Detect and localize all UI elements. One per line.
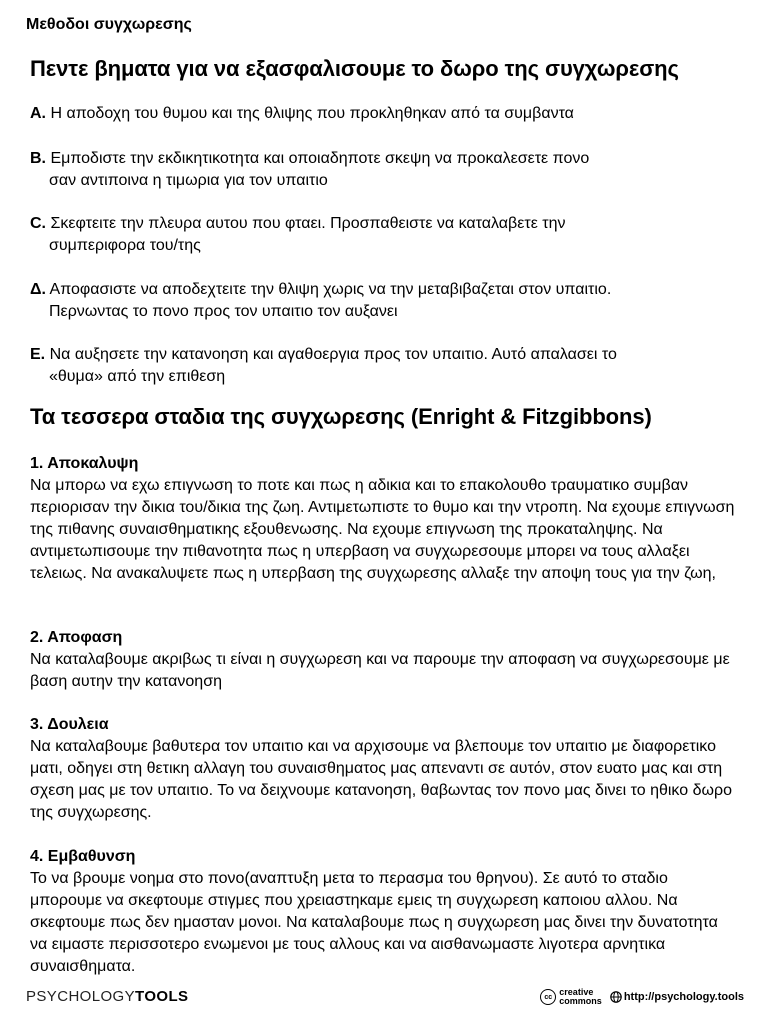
logo-text-bold: TOOLS [135, 988, 189, 1005]
step-text: Να αυξησετε την κατανοηση και αγαθοεργια προς τον υπαιτιο. Αυτό απαλασει το [49, 346, 617, 363]
logo-text-light: PSYCHOLOGY [26, 988, 136, 1005]
step-text-continued: συμπεριφορα του/της [49, 237, 201, 254]
step-text-continued: «θυμα» από την επιθεση [49, 368, 226, 385]
step-text: Εμποδιστε την εκδικητικοτητα και οποιαδηποτε σκεψη να προκαλεσετε πονο [50, 150, 590, 167]
step-letter: C. [30, 215, 46, 232]
cc-line2: commons [559, 996, 602, 1006]
step-letter: Δ. [30, 281, 46, 298]
section-title-five-steps: Πεντε βηματα για να εξασφαλισουμε το δωρο της συγχωρεσης [30, 56, 679, 81]
stage-title: 2. Αποφαση [30, 629, 123, 646]
step-text: Σκεφτειτε την πλευρα αυτου που φταει. Προσπαθειστε να καταλαβετε την [50, 215, 566, 232]
step-letter: E. [30, 346, 46, 363]
step-e [30, 344, 738, 388]
creative-commons-badge [540, 988, 602, 1006]
stage-title: 3. Δουλεια [30, 716, 109, 733]
globe-icon [610, 991, 622, 1003]
step-text: Η αποδοχη του θυμου και της θλιψης που προκληθηκαν από τα συμβαντα [50, 105, 574, 122]
cc-line1: creative [559, 987, 594, 997]
step-a [30, 103, 738, 125]
stage-text: Το να βρουμε νοημα στο πονο(αναπτυξη μετα το περασμα του θρηνου). Σε αυτό το σταδιο μπορουμε να σκεφτουμε στιγμες που χρειαστηκαμε εμεις τη συγχωρεση καποιου αλλου. Να σκεφτουμε πως δεν ημασταν μονοι. Να καταλαβουμε πως η συγχωρεση μας δινει την δυνατοτητα να ειμαστε περισσοτερο ενωμενοι με τους αλλους και να αισθανωμαστε λιγοτερα αρνητικα συναισθηματα. [30, 870, 718, 975]
website-link[interactable]: http://psychology.tools [623, 991, 744, 1003]
stage-text: Να μπορω να εχω επιγνωση το ποτε και πως η αδικια και το επακολουθο τραυματικο συμβαν περιορισαν την δικια του/δικια της ζωη. Αντιμετωπιστε το θυμο και την ντροπη. Να εχουμε επιγνωση της πιθανης συναισθηματικης εξουθενωσης. Να εχουμε επιγνωση της προκαταληψης. Να αντιμετωπισουμε την πιθανοτητα πως η υπερβαση να συγχωρεσουμε μπορει να τους αλλαξει τελειως. Να ανακαλυψετε πως η υπερβαση της συγχωρεσης αλλαξε την αποψη τους για την ζωη, [30, 477, 735, 582]
stage-text: Να καταλαβουμε βαθυτερα τον υπαιτιο και να αρχισουμε να βλεπουμε τον υπαιτιο με διαφορετικο ματι, οδηγει στη θετικη αλλαγη του συναισθηματος μας απεναντι σε αυτόν, στον ευατο μας και στη σχεση μας με τον υπαιτιο. Το να δειχνουμε κατανοηση, θαβωντας τον πονο μας δινει το ηθικο δωρο της συγχωρεσης. [30, 738, 732, 821]
step-d [30, 279, 738, 323]
step-text: Αποφασιστε να αποδεχτειτε την θλιψη χωρις να την μεταβιβαζεται στον υπαιτιο. [49, 281, 612, 298]
stage-title: 1. Αποκαλυψη [30, 455, 139, 472]
page-header: Μεθοδοι συγχωρεσης [26, 16, 192, 33]
step-letter: A. [30, 105, 46, 122]
stage-3 [30, 714, 738, 824]
step-c [30, 213, 738, 257]
stage-4 [30, 846, 738, 978]
stage-title: 4. Εμβαθυνση [30, 848, 136, 865]
stage-text: Να καταλαβουμε ακριβως τι είναι η συγχωρεση και να παρουμε την αποφαση να συγχωρεσουμε με βαση αυτην την κατανοηση [30, 651, 730, 690]
stage-1 [30, 453, 738, 585]
section-title-four-stages: Τα τεσσερα σταδια της συγχωρεσης (Enright & Fitzgibbons) [30, 404, 652, 429]
footer-right [540, 988, 744, 1006]
step-text-continued: Περνωντας το πονο προς τον υπαιτιο τον αυξανει [49, 303, 398, 320]
stage-2 [30, 627, 738, 693]
step-letter: B. [30, 150, 46, 167]
step-b [30, 148, 738, 192]
cc-icon: cc [540, 989, 556, 1005]
psychology-tools-logo [26, 988, 188, 1005]
step-text-continued: σαν αντιποινα η τιμωρια για τον υπαιτιο [49, 172, 328, 189]
